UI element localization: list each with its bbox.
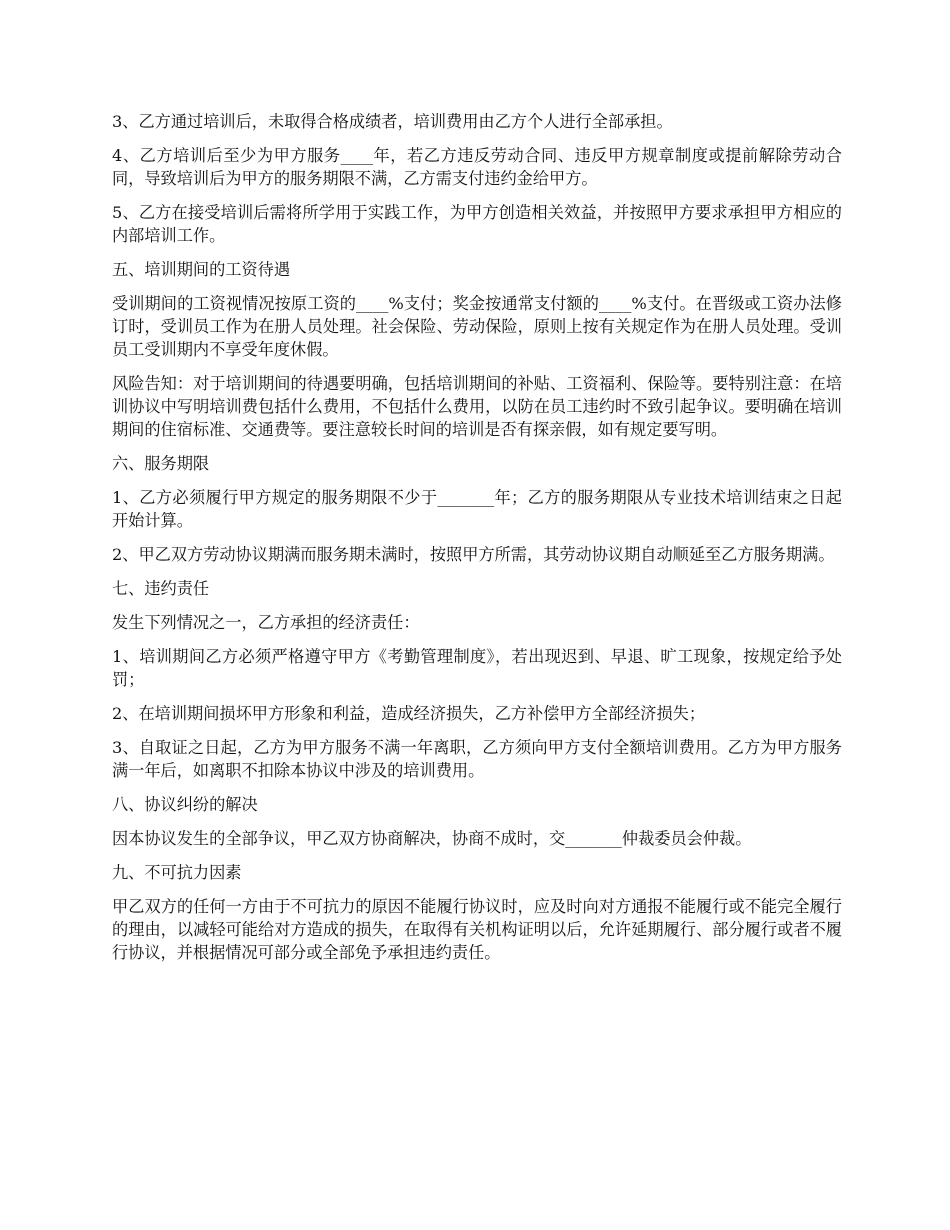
force-majeure-paragraph: 甲乙双方的任何一方由于不可抗力的原因不能履行协议时，应及时向对方通报不能履行或不能完全履行的理由，以减轻可能给对方造成的损失，在取得有关机构证明以后，允许延期履行、部分履行或者不履行协议，并根据情况可部分或全部免予承担违约责任。 — [112, 897, 842, 962]
risk-notice-paragraph: 风险告知：对于培训期间的待遇要明确，包括培训期间的补贴、工资福利、保险等。要特别注意：在培训协议中写明培训费包括什么费用，不包括什么费用，以防在员工违约时不致引起争议。要明确在培训期间的住宿标准、交通费等。要注意较长时间的培训是否有探亲假，如有规定要写明。 — [112, 374, 842, 439]
section-8-heading: 八、协议纠纷的解决 — [112, 795, 258, 814]
section-7-heading: 七、违约责任 — [112, 579, 210, 598]
clause-5-paragraph: 5、乙方在接受培训后需将所学用于实践工作，为甲方创造相关效益，并按照甲方要求承担甲方相应的内部培训工作。 — [112, 203, 842, 245]
training-salary-paragraph: 受训期间的工资视情况按原工资的____%支付；奖金按通常支付额的____%支付。在晋级或工资办法修订时，受训员工作为在册人员处理。社会保险、劳动保险，原则上按有关规定作为在册人员处理。受训员工受训期内不享受年度休假。 — [112, 294, 842, 359]
section-5-heading: 五、培训期间的工资待遇 — [112, 260, 291, 279]
clause-3-paragraph: 3、乙方通过培训后，未取得合格成绩者，培训费用由乙方个人进行全部承担。 — [112, 112, 673, 131]
liability-intro-paragraph: 发生下列情况之一，乙方承担的经济责任： — [112, 613, 420, 632]
dispute-resolution-paragraph: 因本协议发生的全部争议，甲乙双方协商解决，协商不成时，交_______仲裁委员会仲裁。 — [112, 829, 752, 848]
liability-clause-3: 3、自取证之日起，乙方为甲方服务不满一年离职，乙方须向甲方支付全额培训费用。乙方为甲方服务满一年后，如离职不扣除本协议中涉及的培训费用。 — [112, 738, 842, 780]
clause-4-paragraph: 4、乙方培训后至少为甲方服务____年，若乙方违反劳动合同、违反甲方规章制度或提前解除劳动合同，导致培训后为甲方的服务期限不满，乙方需支付违约金给甲方。 — [112, 146, 842, 188]
service-term-clause-2: 2、甲乙双方劳动协议期满而服务期未满时，按照甲方所需，其劳动协议期自动顺延至乙方服务期满。 — [112, 545, 835, 564]
liability-clause-1: 1、培训期间乙方必须严格遵守甲方《考勤管理制度》，若出现迟到、早退、旷工现象，按规定给予处罚； — [112, 647, 842, 689]
section-9-heading: 九、不可抗力因素 — [112, 863, 242, 882]
section-6-heading: 六、服务期限 — [112, 454, 210, 473]
liability-clause-2: 2、在培训期间损坏甲方形象和利益，造成经济损失，乙方补偿甲方全部经济损失； — [112, 704, 706, 723]
service-term-clause-1: 1、乙方必须履行甲方规定的服务期限不少于_______年；乙方的服务期限从专业技术培训结束之日起开始计算。 — [112, 488, 842, 530]
document-page — [112, 110, 842, 975]
